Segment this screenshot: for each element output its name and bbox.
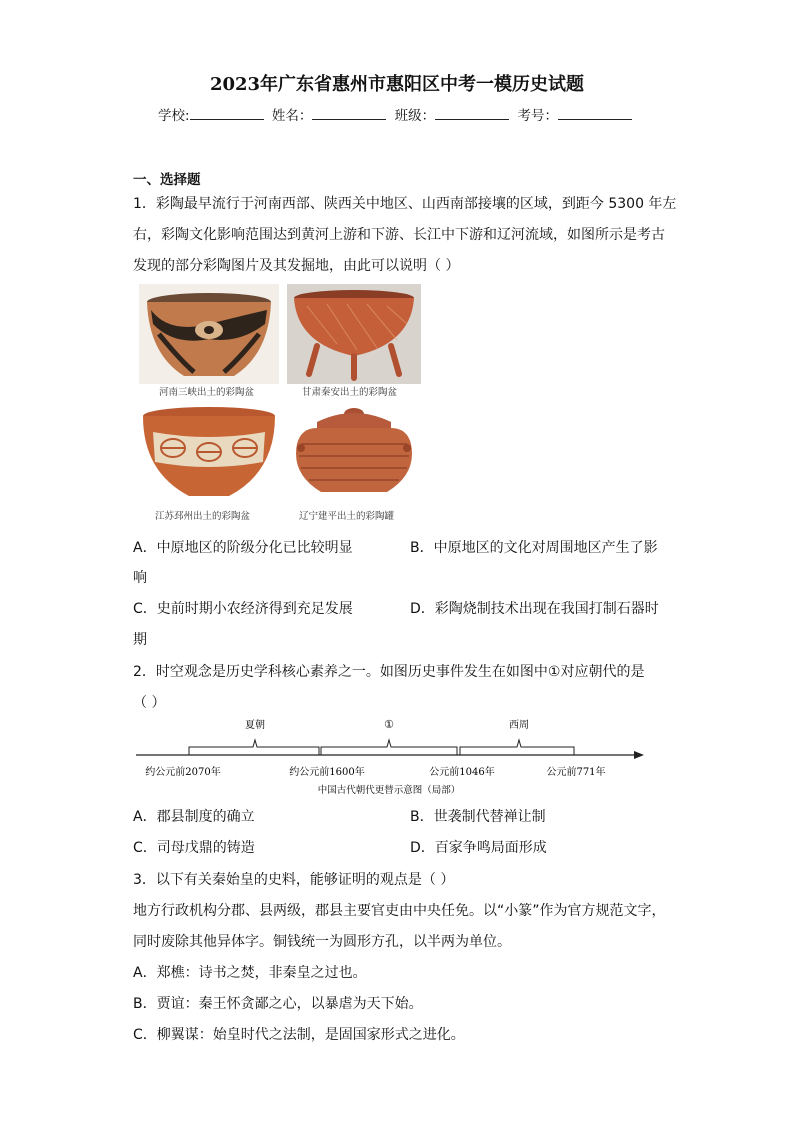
section-heading: 一、选择题: [133, 172, 201, 188]
pottery-photo-gansu: [287, 284, 421, 384]
q1-line-2: 右，彩陶文化影响范围达到黄河上游和下游、长江中下游和辽河流域，如图所示是考古: [133, 227, 665, 243]
q1-option-d[interactable]: D．彩陶烧制技术出现在我国打制石器时: [410, 601, 659, 617]
pottery-photo-jiangsu: [139, 404, 279, 504]
q3-line-1: 3．以下有关秦始皇的史料，能够证明的观点是（ ）: [133, 872, 455, 888]
page-title: 2023年广东省惠州市惠阳区中考一模历史试题: [209, 74, 585, 95]
q1-line-3: 发现的部分彩陶图片及其发掘地，由此可以说明（ ）: [133, 258, 460, 274]
q3-option-b[interactable]: B．贾谊：秦王怀贪鄙之心，以暴虐为天下始。: [133, 996, 423, 1012]
q3-line-2: 地方行政机构分郡、县两级，郡县主要官吏由中央任免。以“小篆”作为官方规范文字，: [133, 903, 666, 919]
q1-option-b-cont: 响: [133, 570, 147, 586]
q2-option-d[interactable]: D．百家争鸣局面形成: [410, 840, 547, 856]
timeline-date-4: 公元前771年: [546, 767, 606, 778]
pottery-photo-henan: [139, 284, 279, 384]
timeline-date-3: 公元前1046年: [429, 767, 495, 778]
number-label: 考号：: [517, 108, 558, 124]
dynasty-timeline: [133, 712, 653, 802]
school-label: 学校:: [158, 108, 190, 124]
timeline-date-2: 约公元前1600年: [289, 767, 365, 778]
pottery-figure: [137, 282, 427, 522]
caption-liaoning: 辽宁建平出土的彩陶罐: [299, 511, 395, 522]
timeline-label-blank: ①: [384, 718, 394, 731]
school-blank[interactable]: [190, 105, 264, 120]
timeline-label-xia: 夏朝: [245, 720, 265, 731]
q2-option-c[interactable]: C．司母戊鼎的铸造: [133, 840, 255, 856]
student-info-line: [0, 104, 794, 124]
name-label: 姓名：: [271, 108, 313, 124]
pottery-photo-liaoning: [287, 404, 421, 504]
q3-option-a[interactable]: A．郑樵：诗书之焚，非秦皇之过也。: [133, 965, 367, 981]
class-blank[interactable]: [435, 105, 509, 120]
q2-line-1: 2．时空观念是历史学科核心素养之一。如图历史事件发生在如图中①对应朝代的是: [133, 664, 645, 680]
caption-jiangsu: 江苏邳州出土的彩陶盆: [155, 511, 251, 522]
caption-gansu: 甘肃秦安出土的彩陶盆: [302, 387, 398, 398]
q3-option-c[interactable]: C．柳翼谋：始皇时代之法制，是固国家形式之进化。: [133, 1027, 465, 1043]
timeline-date-1: 约公元前2070年: [145, 767, 221, 778]
caption-henan: 河南三峡出土的彩陶盆: [159, 387, 255, 398]
q2-option-a[interactable]: A．郡县制度的确立: [133, 809, 255, 825]
name-blank[interactable]: [312, 105, 386, 120]
timeline-caption: 中国古代朝代更替示意图（局部）: [317, 785, 461, 796]
q3-line-3: 同时废除其他异体字。铜钱统一为圆形方孔，以半两为单位。: [133, 934, 511, 950]
q2-line-2: （ ）: [133, 695, 166, 711]
number-blank[interactable]: [558, 105, 632, 120]
q1-option-d-cont: 期: [133, 632, 147, 648]
q1-option-b[interactable]: B．中原地区的文化对周围地区产生了影: [410, 540, 658, 556]
q2-option-b[interactable]: B．世袭制代替禅让制: [410, 809, 546, 825]
timeline-label-xizhou: 西周: [509, 720, 529, 731]
class-label: 班级：: [394, 108, 436, 124]
q1-option-a[interactable]: A．中原地区的阶级分化已比较明显: [133, 540, 353, 556]
q1-option-c[interactable]: C．史前时期小农经济得到充足发展: [133, 601, 353, 617]
q1-line-1: 1．彩陶最早流行于河南西部、陕西关中地区、山西南部接壤的区域，到距今 5300 年左: [133, 196, 677, 212]
